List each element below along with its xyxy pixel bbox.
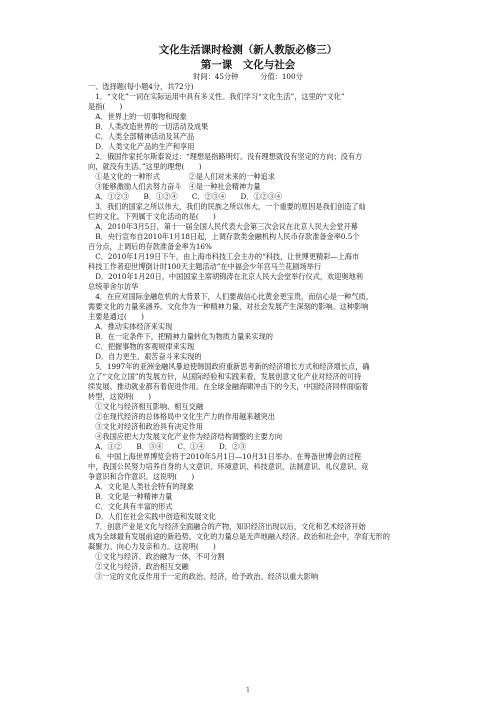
text-line: 争意识和合作意识。这说明( ) [88,472,195,481]
text-line: C．文化具有丰富的形式 [88,502,173,511]
text-line: 需要文化的力量来涵养。文化作为一种精神力量，对社会发展产生深刻的影响。这种影响 [88,302,369,311]
text-line: 4．在应对国际金融危机的大背景下，人们要战信心比黄金更宝贵，而信心是一种气质， [88,292,373,301]
text-line: 续发展、推动就业都有着促进作用。在全球金融海啸冲击下的今天，中国经济同样面临着 [88,382,369,391]
text-line: A．①②③ B．①②④ C．②③④ D．①②③④ [88,192,283,201]
text-line: 3．我们的国家之所以伟大，我们的民族之所以伟大，一个重要的原因是我们创造了灿 [88,202,366,211]
text-line: A．文化是人类社会特有的现象 [88,482,194,491]
text-line: B．在一定条件下，把精神力量转化为物质力量来实现的 [88,332,273,341]
text-line: D．人类文化产品的生产和享用 [88,142,195,151]
exam-score: 分值：100分 [260,72,303,81]
text-line: 2．俄国作家托尔斯泰说过：“理想是指路明灯。没有理想就没有坚定的方向；没有方 [88,152,363,161]
text-line: D．自力更生、艰苦奋斗来实现的 [88,352,202,361]
text-line: 6．中国上海世界博览会将于2010年5月1日—10月31日举办。在筹备世博会的过程 [88,452,362,461]
text-line: 向，就没有生活。”这里的理想( ) [88,162,202,171]
text-line: ④我国应把大力发展文化产业作为经济结构调整的主要方向 [88,432,283,441]
text-line: C．人类全部精神活动及其产品 [88,132,195,141]
text-line: 一、选择题(每小题4分，共72分) [88,82,194,91]
text-line: ①文化与经济、政治融为一体，不可分割 [88,552,225,561]
text-line: 立了“文化立国”的发展方针，从国际经验和实践来看，发展创意文化产业对经济的可持 [88,372,362,381]
document-title: 文化生活课时检测（新人教版必修三） [158,44,338,56]
text-line: B．人类改造世界的一切活动及成果 [88,122,209,131]
text-line: A．世界上的一切事物和现象 [88,112,187,121]
text-line: 总统菲舍尔访华 [88,282,139,291]
page-number: 1 [246,687,250,694]
text-line: 烂的文化。下列属于文化活动的是( ) [88,212,216,221]
text-line: 中，我国公民努力培养自身的人文意识、环境意识、科技意识、法制意识、礼仪意识、竞 [88,462,369,471]
text-line: A．推动实体经济来实现 [88,322,173,331]
text-line: ①是文化的一种形式 ②是人们对未来的一种追求 [88,172,275,181]
text-line: C．2010年1月19日下午，由上海市科技工会主办的“科技，让世博更精彩—上海市 [88,252,360,261]
text-line: ③能够激励人们去努力奋斗 ④是一种社会精神力量 [88,182,261,191]
text-line: ③文化对经济和政治具有决定作用 [88,422,204,431]
text-line: 7．创意产业是文化与经济全面融合的产物，知识经济出现以后，文化和艺术经济开始 [88,522,366,531]
text-line: 科技工作者迎世博倒计时100天主题活动”在中福会少年宫马兰花剧场举行 [88,262,322,271]
text-line: 5．1997年的亚洲金融风暴迫使韩国政府重新思考新的经济增长方式和经济增长点，确 [88,362,370,371]
lesson-subtitle: 第一课 文化与社会 [200,59,296,71]
text-line: ②文化与经济、政治相互交融 [88,562,189,571]
text-line: A．①② B．③④ C．①④ D．②③ [88,442,247,451]
text-line: B．文化是一种精神力量 [88,492,173,501]
text-line: C．把握事物的客观规律来实现 [88,342,195,351]
text-line: 百分点，上调后的存款准备金率为16% [88,242,212,251]
text-line: ③一定的文化反作用于一定的政治、经济，给予政治、经济以重大影响 [88,572,319,581]
text-line: A．2010年3月5日，第十一届全国人民代表大会第三次会议在北京人民大会堂开幕 [88,222,358,231]
text-line: ②在现代经济的总体格局中文化生产力的作用越来越突出 [88,412,275,421]
exam-meta [88,72,408,82]
text-line: ①文化与经济相互影响、相互交融 [88,402,204,411]
text-line: 凝聚力、向心力及亲和力。这说明( ) [88,542,216,551]
text-line: D．人们在社会实践中创造和发展文化 [88,512,216,521]
text-line: D．2010年1月20日，中国国家主席胡锦涛在北京人民大会堂举行仪式，欢迎奥地利 [88,272,363,281]
text-line: 主要是通过( ) [88,312,144,321]
text-line: 是指( ) [88,102,123,111]
document-body [88,82,408,582]
text-line: 成为全球最有发展前途的新趋势。文化的力量总是无声地融入经济、政治和社会中，孕育无形的 [88,532,390,541]
text-line: B．央行宣布自2010年1月18日起，上调存款类金融机构人民币存款准备金率0.5个 [88,232,360,241]
text-line: 转型，这说明( ) [88,392,152,401]
text-line: 1．“文化”一词在实际运用中具有多义性。我们学习“文化生活”，这里的“文化” [88,92,345,101]
exam-time: 时间：45分钟 [193,72,239,81]
